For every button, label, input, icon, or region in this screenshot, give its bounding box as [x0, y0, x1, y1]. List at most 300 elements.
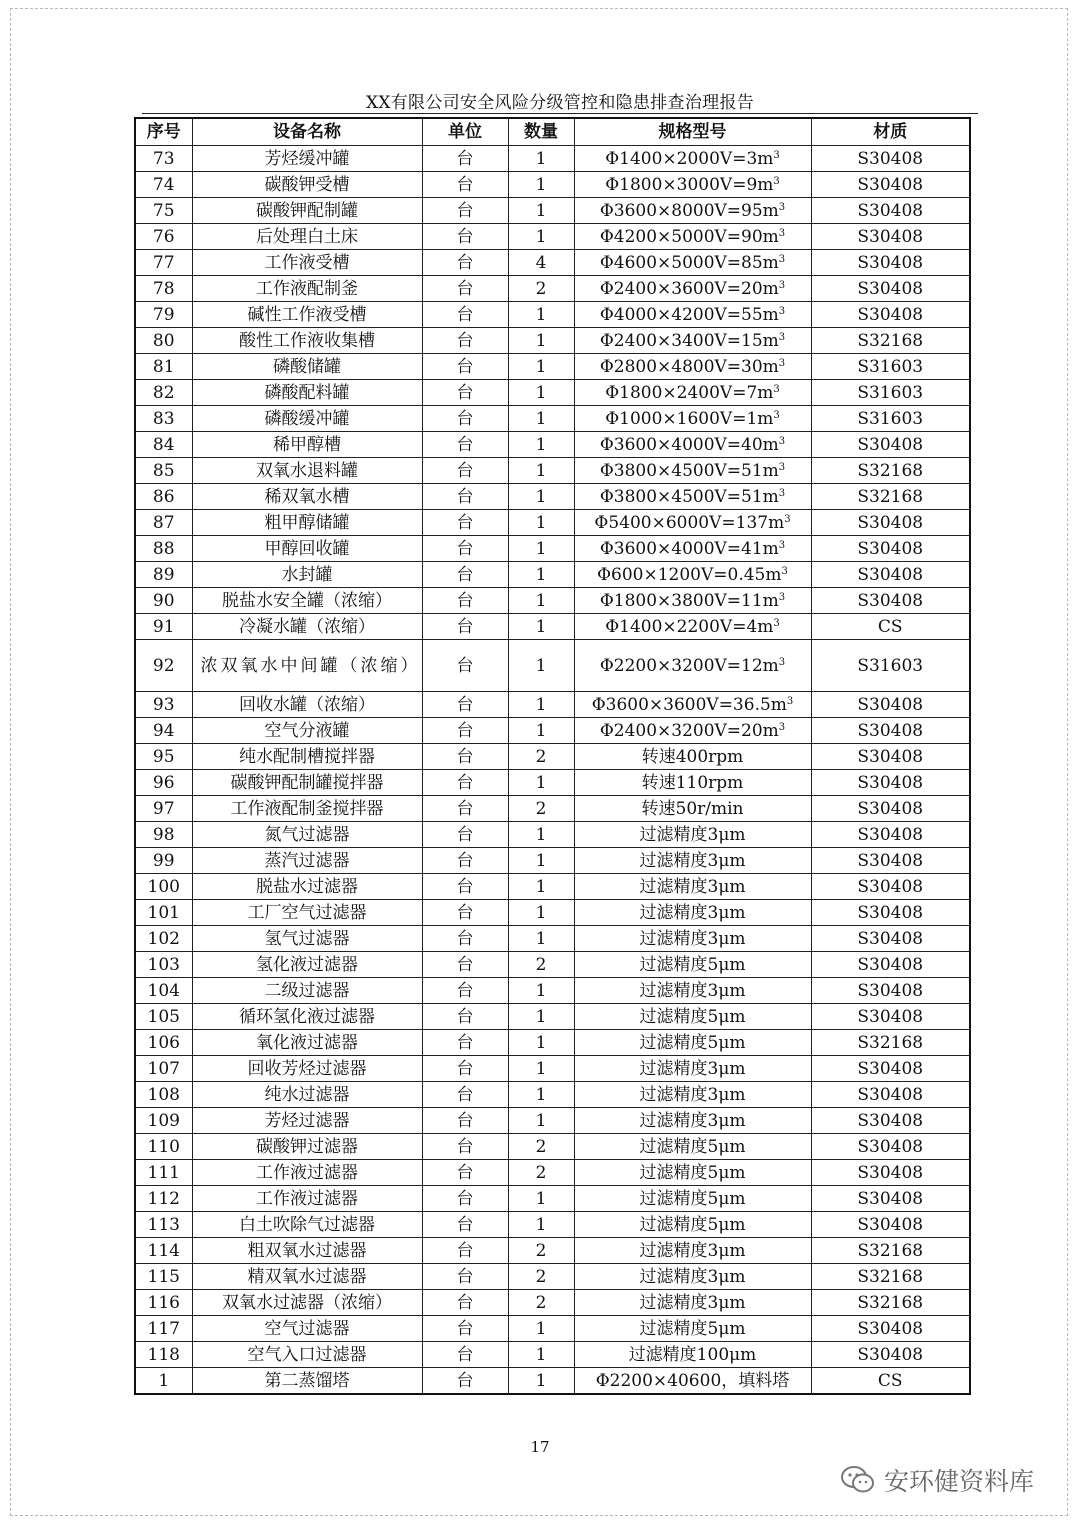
cell-spec	[574, 822, 811, 848]
table-row	[135, 770, 970, 796]
table-row	[135, 276, 970, 302]
table-row	[135, 1056, 970, 1082]
cell-no: 103	[135, 952, 192, 978]
spec-text: Φ5400×6000V=137m	[594, 512, 785, 533]
cell-material: S32168	[811, 484, 970, 510]
spec-text: Φ1800×2400V=7m	[605, 382, 774, 403]
cell-unit: 台	[422, 952, 508, 978]
spec-text: 过滤精度3μm	[639, 928, 746, 949]
column-header-no: 序号	[135, 118, 192, 146]
cell-spec	[574, 276, 811, 302]
table-row	[135, 926, 970, 952]
cell-no: 88	[135, 536, 192, 562]
cell-qty: 1	[508, 198, 574, 224]
table-row	[135, 614, 970, 640]
cell-unit: 台	[422, 900, 508, 926]
cell-name: 空气入口过滤器	[192, 1342, 422, 1368]
spec-text: Φ3600×3600V=36.5m	[591, 694, 787, 715]
page-header-title: XX有限公司安全风险分级管控和隐患排查治理报告	[365, 93, 755, 113]
cell-spec	[574, 380, 811, 406]
table-row	[135, 874, 970, 900]
watermark-text: 安环健资料库	[884, 1467, 1035, 1496]
cell-qty: 1	[508, 822, 574, 848]
cell-material: S30408	[811, 848, 970, 874]
cell-qty: 2	[508, 1160, 574, 1186]
spec-superscript: 3	[773, 383, 780, 395]
table-row	[135, 250, 970, 276]
spec-text: 转速110rpm	[641, 772, 744, 793]
cell-name: 冷凝水罐（浓缩）	[192, 614, 422, 640]
cell-unit: 台	[422, 276, 508, 302]
table-row	[135, 302, 970, 328]
cell-unit: 台	[422, 744, 508, 770]
cell-unit: 台	[422, 1212, 508, 1238]
cell-no: 110	[135, 1134, 192, 1160]
cell-unit: 台	[422, 1368, 508, 1395]
cell-name: 空气分液罐	[192, 718, 422, 744]
spec-superscript: 3	[778, 435, 786, 447]
table-row	[135, 1316, 970, 1342]
cell-material: S30408	[811, 744, 970, 770]
cell-spec	[574, 952, 811, 978]
cell-unit: 台	[422, 562, 508, 588]
cell-material: S30408	[811, 1160, 970, 1186]
cell-no: 107	[135, 1056, 192, 1082]
cell-name: 循环氢化液过滤器	[192, 1004, 422, 1030]
cell-unit: 台	[422, 848, 508, 874]
cell-no: 117	[135, 1316, 192, 1342]
cell-material: S30408	[811, 1342, 970, 1368]
cell-spec	[574, 900, 811, 926]
table-row	[135, 718, 970, 744]
cell-name: 空气过滤器	[192, 1316, 422, 1342]
spec-text: Φ3600×8000V=95m	[599, 200, 779, 221]
spec-superscript: 3	[778, 461, 786, 473]
cell-no: 76	[135, 224, 192, 250]
cell-spec	[574, 1342, 811, 1368]
table-row	[135, 848, 970, 874]
cell-name: 稀甲醇槽	[192, 432, 422, 458]
table-row	[135, 562, 970, 588]
table-row	[135, 354, 970, 380]
spec-text: 转速400rpm	[641, 746, 744, 767]
spec-text: 过滤精度3μm	[639, 902, 746, 923]
cell-spec	[574, 562, 811, 588]
cell-qty: 1	[508, 432, 574, 458]
cell-unit: 台	[422, 406, 508, 432]
cell-unit: 台	[422, 640, 508, 692]
cell-spec	[574, 1108, 811, 1134]
cell-unit: 台	[422, 1160, 508, 1186]
spec-superscript: 3	[773, 617, 780, 629]
cell-spec	[574, 1186, 811, 1212]
cell-spec	[574, 536, 811, 562]
cell-no: 104	[135, 978, 192, 1004]
cell-spec	[574, 796, 811, 822]
cell-qty: 1	[508, 380, 574, 406]
cell-name: 白土吹除气过滤器	[192, 1212, 422, 1238]
cell-qty: 1	[508, 406, 574, 432]
cell-no: 106	[135, 1030, 192, 1056]
cell-qty: 1	[508, 1004, 574, 1030]
cell-no: 115	[135, 1264, 192, 1290]
cell-unit: 台	[422, 1082, 508, 1108]
cell-qty: 1	[508, 536, 574, 562]
cell-name: 工厂空气过滤器	[192, 900, 422, 926]
cell-spec	[574, 510, 811, 536]
cell-name: 脱盐水过滤器	[192, 874, 422, 900]
cell-spec	[574, 406, 811, 432]
cell-unit: 台	[422, 1290, 508, 1316]
cell-spec	[574, 640, 811, 692]
cell-no: 108	[135, 1082, 192, 1108]
cell-material: S30408	[811, 1134, 970, 1160]
cell-material: S30408	[811, 146, 970, 172]
cell-material: CS	[811, 614, 970, 640]
cell-no: 81	[135, 354, 192, 380]
cell-name: 二级过滤器	[192, 978, 422, 1004]
cell-unit: 台	[422, 510, 508, 536]
cell-qty: 1	[508, 328, 574, 354]
cell-no: 99	[135, 848, 192, 874]
header-rule	[142, 113, 978, 114]
cell-qty: 1	[508, 172, 574, 198]
table-row	[135, 1290, 970, 1316]
cell-material: S32168	[811, 1264, 970, 1290]
cell-material: S31603	[811, 406, 970, 432]
cell-material: S30408	[811, 1316, 970, 1342]
cell-material: S30408	[811, 510, 970, 536]
table-row	[135, 1342, 970, 1368]
spec-superscript: 3	[778, 357, 786, 369]
cell-name: 甲醇回收罐	[192, 536, 422, 562]
cell-qty: 2	[508, 1238, 574, 1264]
cell-qty: 1	[508, 146, 574, 172]
cell-material: S30408	[811, 198, 970, 224]
cell-spec	[574, 1290, 811, 1316]
spec-text: Φ1800×3000V=9m	[605, 174, 774, 195]
cell-unit: 台	[422, 1030, 508, 1056]
table-row	[135, 172, 970, 198]
cell-material: S30408	[811, 536, 970, 562]
cell-name: 双氧水退料罐	[192, 458, 422, 484]
cell-unit: 台	[422, 198, 508, 224]
cell-qty: 1	[508, 1186, 574, 1212]
cell-spec	[574, 1082, 811, 1108]
cell-spec	[574, 770, 811, 796]
cell-no: 101	[135, 900, 192, 926]
cell-unit: 台	[422, 1186, 508, 1212]
spec-superscript: 3	[773, 175, 780, 187]
spec-superscript: 3	[778, 487, 786, 499]
cell-qty: 1	[508, 484, 574, 510]
table-header-row	[135, 118, 970, 146]
cell-material: S30408	[811, 250, 970, 276]
spec-text: 过滤精度3μm	[639, 824, 746, 845]
spec-text: 过滤精度5μm	[639, 1188, 746, 1209]
spec-text: Φ2400×3600V=20m	[599, 278, 779, 299]
cell-material: S30408	[811, 432, 970, 458]
cell-name: 氢化液过滤器	[192, 952, 422, 978]
cell-name: 芳烃缓冲罐	[192, 146, 422, 172]
cell-spec	[574, 718, 811, 744]
cell-material: S30408	[811, 874, 970, 900]
cell-unit: 台	[422, 484, 508, 510]
table-row	[135, 484, 970, 510]
cell-no: 94	[135, 718, 192, 744]
cell-unit: 台	[422, 718, 508, 744]
spec-text: 转速50r/min	[641, 798, 744, 819]
cell-material: S30408	[811, 900, 970, 926]
cell-name: 碱性工作液受槽	[192, 302, 422, 328]
cell-no: 112	[135, 1186, 192, 1212]
cell-spec	[574, 224, 811, 250]
table-row	[135, 1108, 970, 1134]
cell-no: 83	[135, 406, 192, 432]
spec-text: Φ4600×5000V=85m	[599, 252, 779, 273]
cell-name: 碳酸钾过滤器	[192, 1134, 422, 1160]
cell-name: 回收芳烃过滤器	[192, 1056, 422, 1082]
cell-material: S30408	[811, 224, 970, 250]
cell-material: S30408	[811, 978, 970, 1004]
cell-name: 磷酸缓冲罐	[192, 406, 422, 432]
cell-spec	[574, 1212, 811, 1238]
cell-spec	[574, 744, 811, 770]
cell-material: S30408	[811, 1082, 970, 1108]
spec-text: Φ3600×4000V=41m	[599, 538, 779, 559]
cell-qty: 1	[508, 770, 574, 796]
cell-no: 85	[135, 458, 192, 484]
cell-qty: 1	[508, 1030, 574, 1056]
cell-material: S30408	[811, 1004, 970, 1030]
cell-name: 脱盐水安全罐（浓缩）	[192, 588, 422, 614]
cell-no: 118	[135, 1342, 192, 1368]
table-row	[135, 1368, 970, 1395]
cell-qty: 1	[508, 848, 574, 874]
spec-text: 过滤精度3μm	[639, 980, 746, 1001]
cell-spec	[574, 926, 811, 952]
cell-name: 工作液过滤器	[192, 1186, 422, 1212]
table-row	[135, 796, 970, 822]
cell-spec	[574, 874, 811, 900]
cell-name: 氧化液过滤器	[192, 1030, 422, 1056]
cell-spec	[574, 432, 811, 458]
cell-material: S30408	[811, 1108, 970, 1134]
cell-spec	[574, 614, 811, 640]
table-row	[135, 640, 970, 692]
cell-qty: 1	[508, 640, 574, 692]
cell-no: 111	[135, 1160, 192, 1186]
cell-unit: 台	[422, 770, 508, 796]
spec-superscript: 3	[778, 227, 786, 239]
cell-name: 纯水配制槽搅拌器	[192, 744, 422, 770]
table-row	[135, 328, 970, 354]
cell-no: 86	[135, 484, 192, 510]
spec-text: Φ2800×4800V=30m	[599, 356, 779, 377]
cell-unit: 台	[422, 146, 508, 172]
table-row	[135, 198, 970, 224]
cell-qty: 1	[508, 692, 574, 718]
cell-spec	[574, 692, 811, 718]
table-row	[135, 1212, 970, 1238]
spec-superscript: 3	[773, 409, 780, 421]
cell-unit: 台	[422, 536, 508, 562]
cell-spec	[574, 198, 811, 224]
cell-no: 75	[135, 198, 192, 224]
table-body	[135, 146, 970, 1395]
table-row	[135, 224, 970, 250]
table-row	[135, 536, 970, 562]
cell-qty: 1	[508, 562, 574, 588]
cell-spec	[574, 1056, 811, 1082]
table-row	[135, 406, 970, 432]
cell-no: 82	[135, 380, 192, 406]
cell-unit: 台	[422, 1264, 508, 1290]
cell-name: 磷酸储罐	[192, 354, 422, 380]
cell-spec	[574, 1264, 811, 1290]
cell-spec	[574, 1160, 811, 1186]
cell-material: S30408	[811, 588, 970, 614]
spec-text: Φ1000×1600V=1m	[605, 408, 774, 429]
cell-unit: 台	[422, 796, 508, 822]
table-row	[135, 510, 970, 536]
cell-name: 后处理白土床	[192, 224, 422, 250]
cell-qty: 1	[508, 354, 574, 380]
cell-unit: 台	[422, 822, 508, 848]
cell-material: S30408	[811, 822, 970, 848]
cell-no: 79	[135, 302, 192, 328]
cell-no: 1	[135, 1368, 192, 1395]
cell-no: 91	[135, 614, 192, 640]
spec-text: 过滤精度5μm	[639, 1318, 746, 1339]
cell-name: 磷酸配料罐	[192, 380, 422, 406]
spec-text: Φ2200×3200V=12m	[599, 655, 779, 676]
table-row	[135, 380, 970, 406]
cell-no: 84	[135, 432, 192, 458]
cell-spec	[574, 1316, 811, 1342]
cell-name: 粗双氧水过滤器	[192, 1238, 422, 1264]
cell-spec	[574, 1368, 811, 1395]
spec-text: Φ4000×4200V=55m	[599, 304, 779, 325]
cell-material: S30408	[811, 926, 970, 952]
cell-qty: 1	[508, 900, 574, 926]
cell-qty: 1	[508, 1316, 574, 1342]
cell-unit: 台	[422, 250, 508, 276]
cell-material: S30408	[811, 276, 970, 302]
cell-unit: 台	[422, 874, 508, 900]
cell-spec	[574, 354, 811, 380]
spec-text: Φ2200×40600，填料塔	[595, 1370, 790, 1391]
cell-no: 113	[135, 1212, 192, 1238]
spec-superscript: 3	[781, 565, 788, 577]
cell-name: 工作液配制釜搅拌器	[192, 796, 422, 822]
spec-text: 过滤精度5μm	[639, 1162, 746, 1183]
cell-name: 氢气过滤器	[192, 926, 422, 952]
cell-qty: 1	[508, 458, 574, 484]
spec-superscript: 3	[784, 513, 791, 525]
cell-unit: 台	[422, 1238, 508, 1264]
cell-no: 95	[135, 744, 192, 770]
cell-unit: 台	[422, 432, 508, 458]
spec-text: Φ4200×5000V=90m	[599, 226, 779, 247]
table-row	[135, 1186, 970, 1212]
cell-name: 精双氧水过滤器	[192, 1264, 422, 1290]
cell-qty: 1	[508, 1368, 574, 1395]
cell-qty: 2	[508, 276, 574, 302]
spec-text: 过滤精度3μm	[639, 1058, 746, 1079]
cell-material: S30408	[811, 1056, 970, 1082]
cell-no: 78	[135, 276, 192, 302]
cell-spec	[574, 1004, 811, 1030]
spec-text: Φ2400×3400V=15m	[599, 330, 779, 351]
cell-no: 77	[135, 250, 192, 276]
watermark	[840, 1460, 1034, 1500]
spec-superscript: 3	[778, 539, 786, 551]
cell-spec	[574, 458, 811, 484]
cell-name: 氮气过滤器	[192, 822, 422, 848]
cell-unit: 台	[422, 1316, 508, 1342]
cell-material: S32168	[811, 328, 970, 354]
table-row	[135, 146, 970, 172]
cell-material: S30408	[811, 770, 970, 796]
spec-superscript: 3	[778, 656, 786, 668]
cell-unit: 台	[422, 1004, 508, 1030]
table-row	[135, 1264, 970, 1290]
cell-qty: 1	[508, 1056, 574, 1082]
cell-spec	[574, 978, 811, 1004]
column-header-spec: 规格型号	[574, 118, 811, 146]
cell-qty: 1	[508, 718, 574, 744]
table-row	[135, 978, 970, 1004]
cell-material: S30408	[811, 952, 970, 978]
cell-name: 芳烃过滤器	[192, 1108, 422, 1134]
cell-spec	[574, 328, 811, 354]
cell-material: S31603	[811, 640, 970, 692]
cell-spec	[574, 1030, 811, 1056]
cell-no: 105	[135, 1004, 192, 1030]
cell-name: 纯水过滤器	[192, 1082, 422, 1108]
cell-qty: 1	[508, 224, 574, 250]
cell-material: S30408	[811, 172, 970, 198]
cell-no: 109	[135, 1108, 192, 1134]
cell-name: 工作液过滤器	[192, 1160, 422, 1186]
column-header-name: 设备名称	[192, 118, 422, 146]
spec-text: 过滤精度3μm	[639, 1240, 746, 1261]
spec-text: 过滤精度5μm	[639, 1136, 746, 1157]
cell-unit: 台	[422, 588, 508, 614]
cell-no: 98	[135, 822, 192, 848]
cell-material: S30408	[811, 718, 970, 744]
cell-qty: 2	[508, 952, 574, 978]
cell-material: S31603	[811, 354, 970, 380]
cell-name: 双氧水过滤器（浓缩）	[192, 1290, 422, 1316]
cell-unit: 台	[422, 172, 508, 198]
spec-text: Φ600×1200V=0.45m	[597, 564, 782, 585]
spec-superscript: 3	[778, 305, 786, 317]
table-row	[135, 1134, 970, 1160]
cell-spec	[574, 250, 811, 276]
cell-no: 97	[135, 796, 192, 822]
spec-superscript: 3	[778, 201, 786, 213]
cell-qty: 1	[508, 926, 574, 952]
cell-material: S30408	[811, 1212, 970, 1238]
spec-superscript: 3	[778, 591, 786, 603]
cell-material: S30408	[811, 796, 970, 822]
cell-qty: 1	[508, 978, 574, 1004]
cell-no: 89	[135, 562, 192, 588]
cell-no: 114	[135, 1238, 192, 1264]
cell-unit: 台	[422, 692, 508, 718]
